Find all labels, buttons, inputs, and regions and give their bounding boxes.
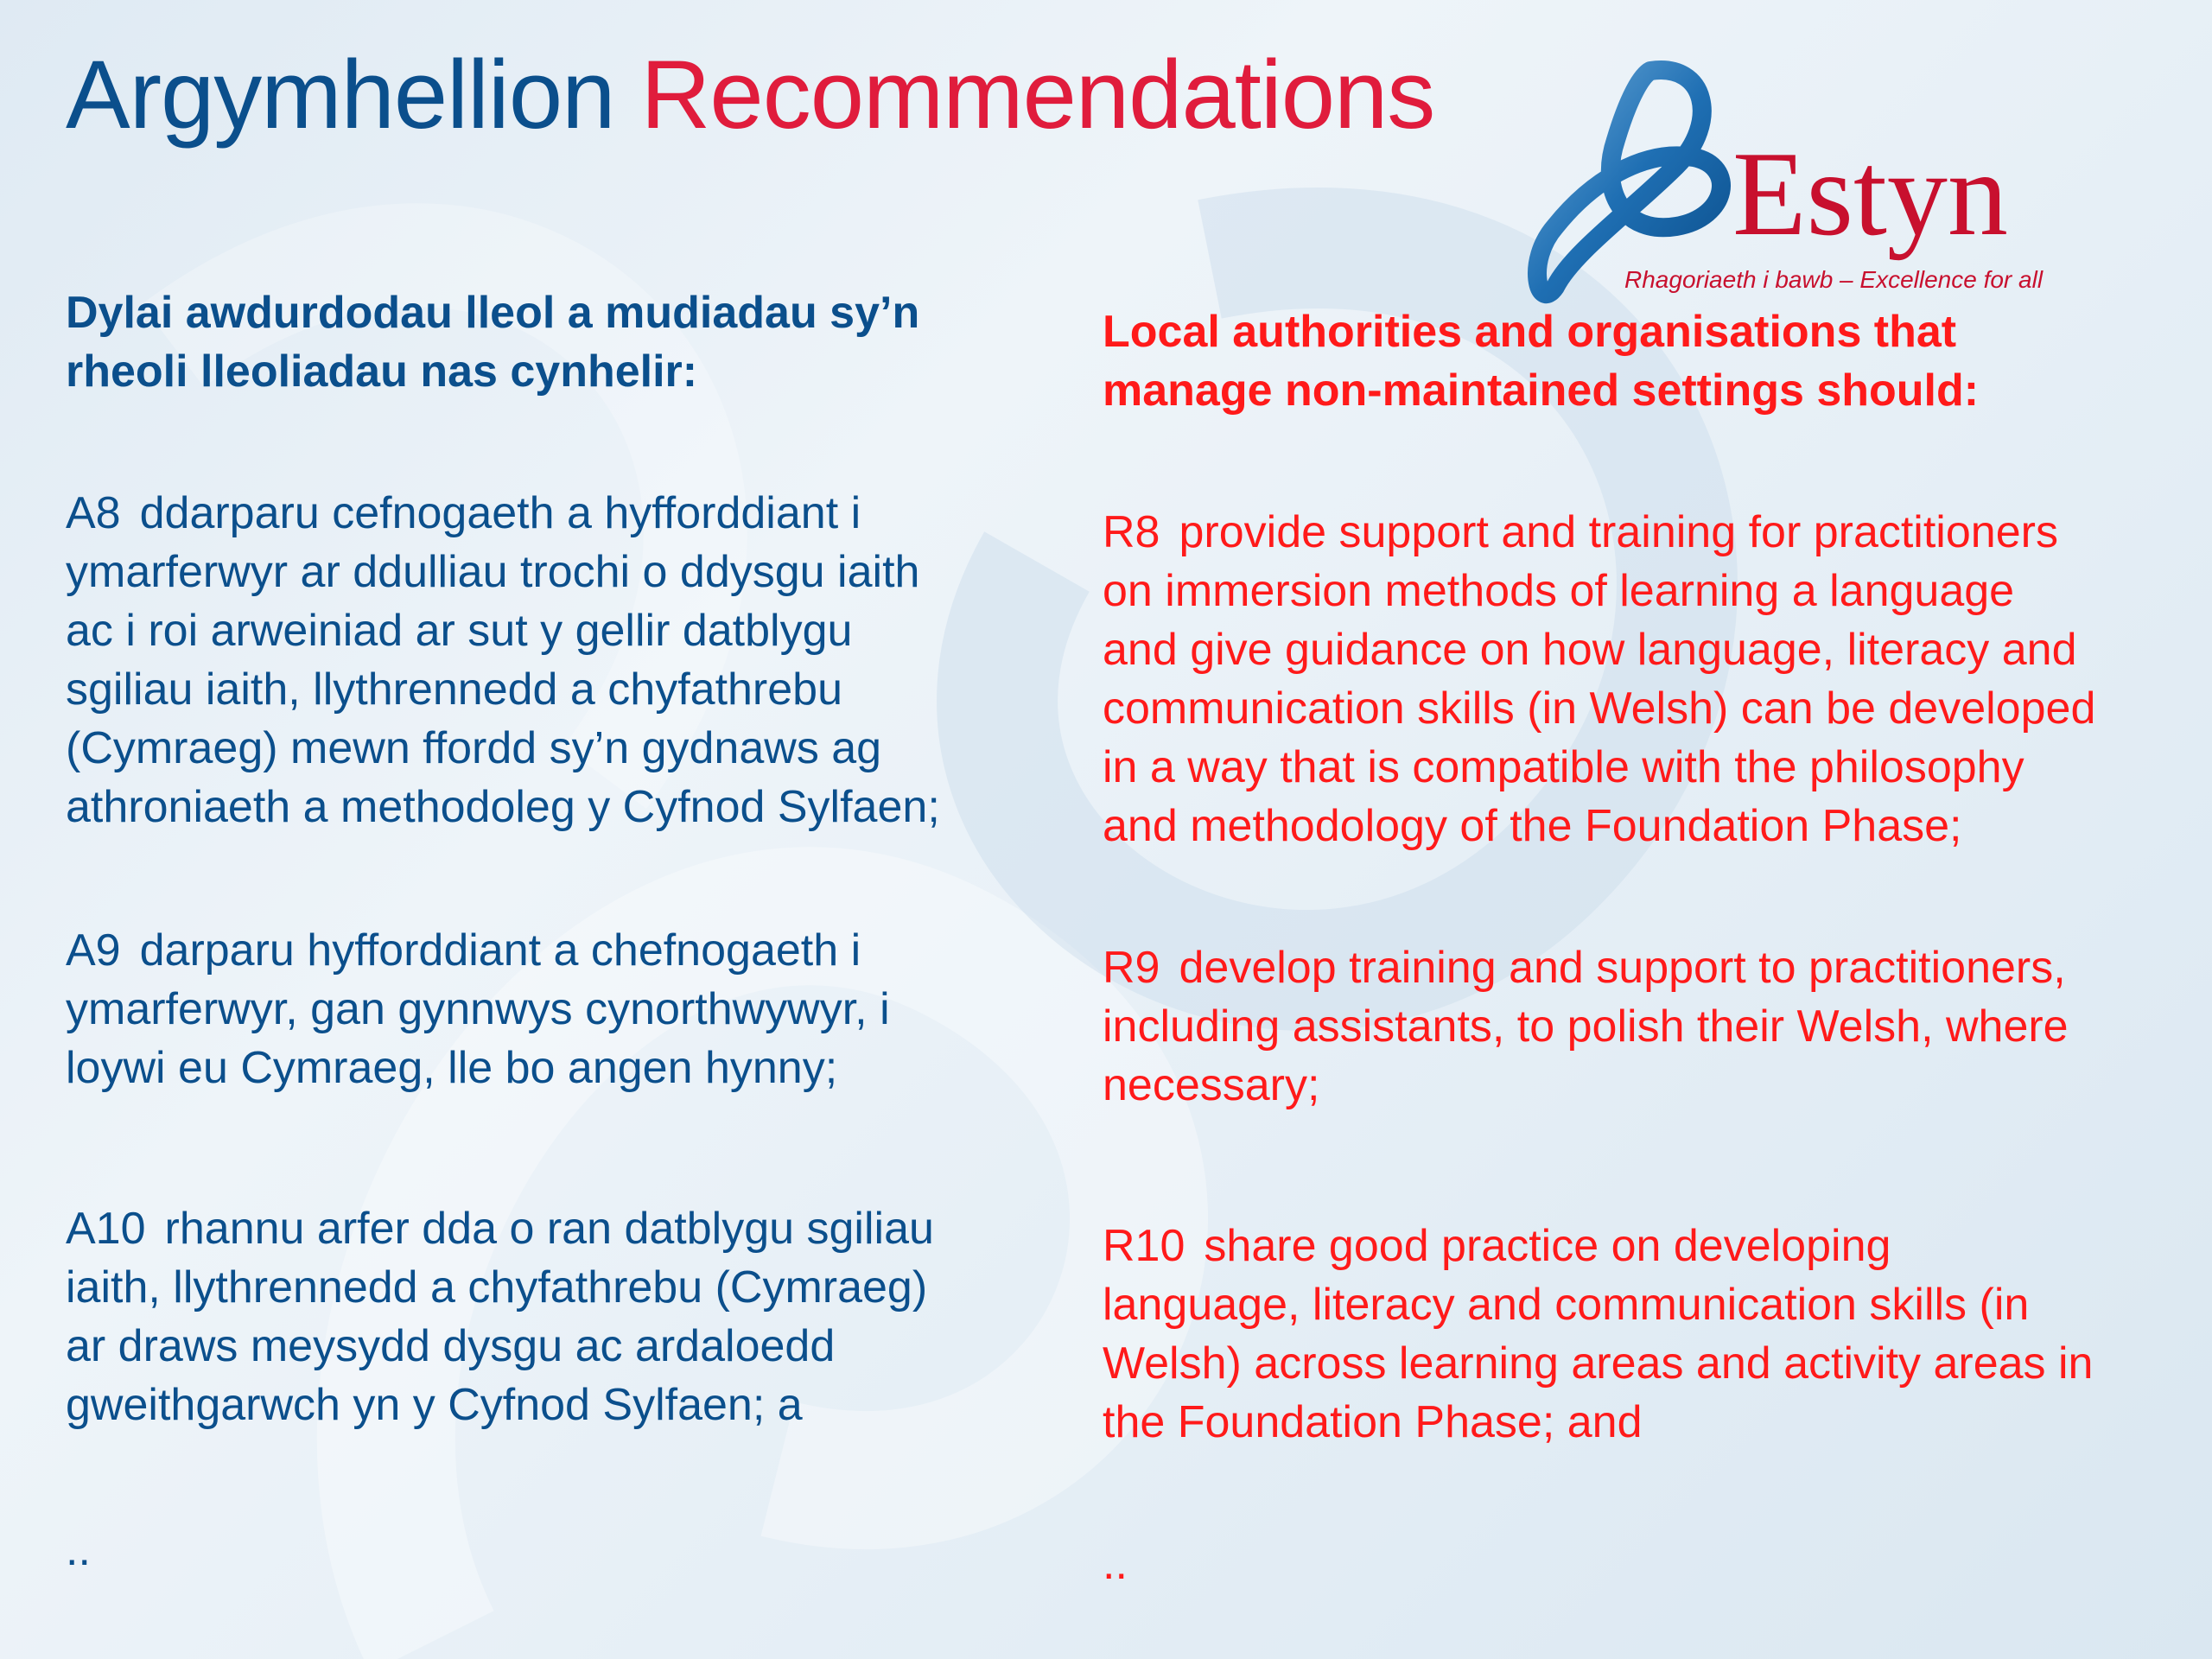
- recommendation-a10: [66, 1199, 934, 1434]
- recommendation-a9: [66, 921, 890, 1097]
- english-ellipsis: ..: [1103, 1539, 1128, 1589]
- estyn-logo: [1521, 54, 2074, 304]
- recommendation-text: darparu hyfforddiant a chefnogaeth i ymarferwyr, gan gynnwys cynorthwywyr, i loywi eu Cymraeg, lle bo angen hynny;: [66, 925, 890, 1093]
- recommendation-text: share good practice on developing language, literacy and communication skills (in Welsh) across learning areas and activity areas in the Foundation Phase; and: [1103, 1221, 2094, 1447]
- recommendation-text: develop training and support to practitioners, including assistants, to polish their Welsh, where necessary;: [1103, 943, 2069, 1110]
- recommendation-a8: [66, 484, 940, 836]
- recommendation-text: rhannu arfer dda o ran datblygu sgiliau iaith, llythrennedd a chyfathrebu (Cymraeg) ar draws meysydd dysgu ac ardaloedd gweithgarwch yn y Cyfnod Sylfaen; a: [66, 1204, 934, 1430]
- welsh-ellipsis: ..: [66, 1525, 91, 1575]
- estyn-wordmark: Estyn: [1732, 127, 2008, 261]
- recommendation-code: R8: [1103, 507, 1160, 557]
- recommendation-code: R9: [1103, 943, 1160, 993]
- recommendation-r9: [1103, 938, 2069, 1115]
- recommendation-code: A10: [66, 1204, 146, 1254]
- recommendation-r8: [1103, 503, 2095, 855]
- welsh-heading: Dylai awdurdodau lleol a mudiadau sy’n rheoli lleoliadau nas cynhelir:: [66, 288, 920, 397]
- recommendation-code: A8: [66, 488, 121, 538]
- english-heading: Local authorities and organisations that manage non-maintained settings should:: [1103, 307, 1980, 416]
- recommendation-text: provide support and training for practitioners on immersion methods of learning a language and give guidance on how language, literacy and communication skills (in Welsh) can be developed in a way that is compatible with the philosophy and methodology of the Foundation Phase;: [1103, 507, 2096, 851]
- recommendation-r10: [1103, 1217, 2093, 1452]
- recommendation-code: A9: [66, 925, 121, 976]
- title-welsh: Argymhellion: [66, 41, 615, 149]
- estyn-tagline: Rhagoriaeth i bawb – Excellence for all: [1624, 266, 2044, 293]
- recommendation-text: ddarparu cefnogaeth a hyfforddiant i ymarferwyr ar ddulliau trochi o ddysgu iaith ac i roi arweiniad ar sut y gellir datblygu sgiliau iaith, llythrennedd a chyfathrebu (Cymraeg) mewn ffordd sy’n gydnaws ag athroniaeth a methodoleg y Cyfnod Sylfaen;: [66, 488, 940, 832]
- title-english: Recommendations: [640, 41, 1435, 149]
- page-title: [66, 35, 1434, 156]
- recommendation-code: R10: [1103, 1221, 1185, 1271]
